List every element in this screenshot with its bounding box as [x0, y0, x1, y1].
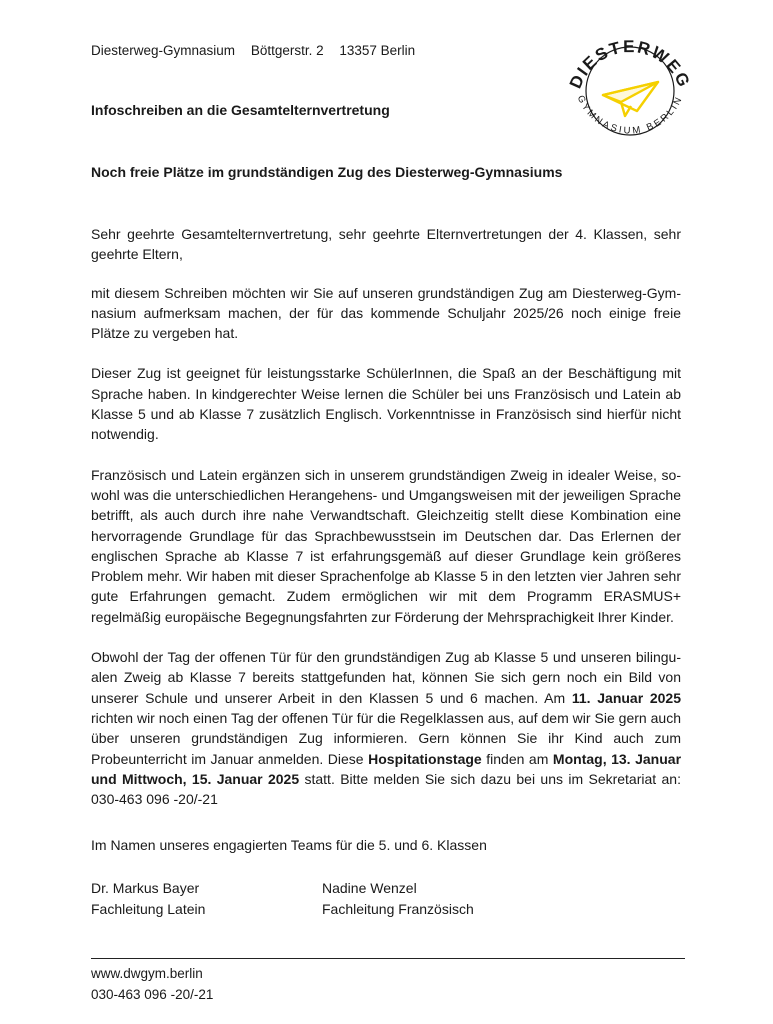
footer-divider [91, 958, 685, 959]
open-day-text-d: statt. Bitte melden Sie sich dazu bei uns im Sekretariat an: 030-463 096 -20/-21 [91, 770, 681, 808]
logo-top-textpath: DIESTERWEG [565, 37, 695, 92]
signature-block-french [322, 878, 474, 919]
open-day-text-a: Obwohl der Tag der offenen Tür für den grundständigen Zug ab Klasse 5 und unseren bilingualen Zweig ab Klasse 7 bereits stattgefunden hat, können Sie sich gern noch ein Bild von unserer Schule und unserer Arbeit in den Klassen 5 und 6 machen. Am [91, 649, 681, 706]
school-city: 13357 Berlin [339, 43, 416, 58]
paragraph-intro: mit diesem Schreiben möchten wir Sie auf unseren grundständigen Zug am Diesterweg-Gymnasium aufmerksam machen, der für das kommende Schuljahr 2025/26 noch einige freie Plätze zu vergeben hat. [91, 284, 681, 342]
logo-bottom-textpath: GYMNASIUM BERLIN [574, 93, 686, 137]
salutation: Sehr geehrte Gesamtelternvertretung, sehr geehrte Elternvertretungen der 4. Klassen, sehr geehrte Eltern, [91, 226, 681, 263]
signer-role: Fachleitung Französisch [322, 900, 474, 917]
letterhead-address [91, 43, 427, 58]
hospitation-label: Hospitationstage [368, 750, 482, 767]
footer-website: www.dwgym.berlin [91, 966, 203, 981]
signer-role: Fachleitung Latein [91, 900, 206, 917]
letter-subject: Infoschreiben an die Gesamtelternvertretung [91, 102, 390, 118]
signature-block-latin [91, 878, 205, 919]
paragraph-languages: Französisch und Latein ergänzen sich in unserem grundständigen Zweig in idealer Weise, sowohl was die unterschiedlichen Herangehens- und Umgangsweisen mit der jeweiligen Sprache betrifft, als auch durch ihre nahe Verwandtschaft. Gleichzeitig stellt diese Kombination eine hervorragende Grundlage für das Sprachbewusstsein im Deutschen dar. Das Erlernen der englischen Sprache ab Klasse 7 ist erfahrungsgemäß auf dieser Grundlage kein größeres Problem mehr. Wir haben mit dieser Sprachenfolge ab Klasse 5 in den letzten vier Jahren sehr gute Erfahrungen gemacht. Zudem ermöglichen wir mit dem Programm ERASMUS+ regelmäßig europäische Begegnungsfahrten zur Förderung der Mehrsprachigkeit Ihrer Kinder. [91, 466, 681, 625]
paper-plane-icon [603, 82, 658, 116]
school-logo [555, 16, 705, 166]
logo-top-text [566, 37, 694, 91]
paragraph-suitability: Dieser Zug ist geeignet für leistungsstarke SchülerInnen, die Spaß an der Beschäftigung mit Sprache haben. In kindgerechter Weise lernen die Schüler bei uns Französisch und Latein ab Klasse 5 und ab Klasse 7 zusätzlich Englisch. Vorkenntnisse in Französisch sind hierfür nicht notwendig. [91, 365, 681, 443]
letter-headline: Noch freie Plätze im grundständigen Zug des Diesterweg-Gymnasiums [91, 164, 563, 180]
signer-name: Dr. Markus Bayer [91, 880, 200, 896]
footer-phone: 030-463 096 -20/-21 [91, 987, 214, 1002]
open-day-text-c: finden am [481, 750, 553, 767]
signer-name: Nadine Wenzel [322, 880, 417, 896]
paragraph-open-day [91, 647, 681, 809]
hospitation-dates: Montag, 13. Januar und Mittwoch, 15. Januar 2025 [91, 750, 682, 787]
open-day-text-b: richten wir noch einen Tag der offenen Tür für die Regelklassen aus, auf dem wir Sie gern auch über unseren grundständigen Zug informieren. Gern können Sie ihr Kind auch zum Probeunterricht im Januar anmelden. Diese [91, 709, 681, 767]
open-day-date: 11. Januar 2025 [571, 689, 681, 706]
logo-bottom-text [575, 94, 686, 137]
school-street: Böttgerstr. 2 [250, 43, 324, 58]
letter-body [91, 224, 681, 829]
footer [91, 963, 213, 1005]
closing-line: Im Namen unseres engagierten Teams für die 5. und 6. Klassen [91, 837, 487, 853]
school-name: Diesterweg-Gymnasium [91, 43, 236, 58]
